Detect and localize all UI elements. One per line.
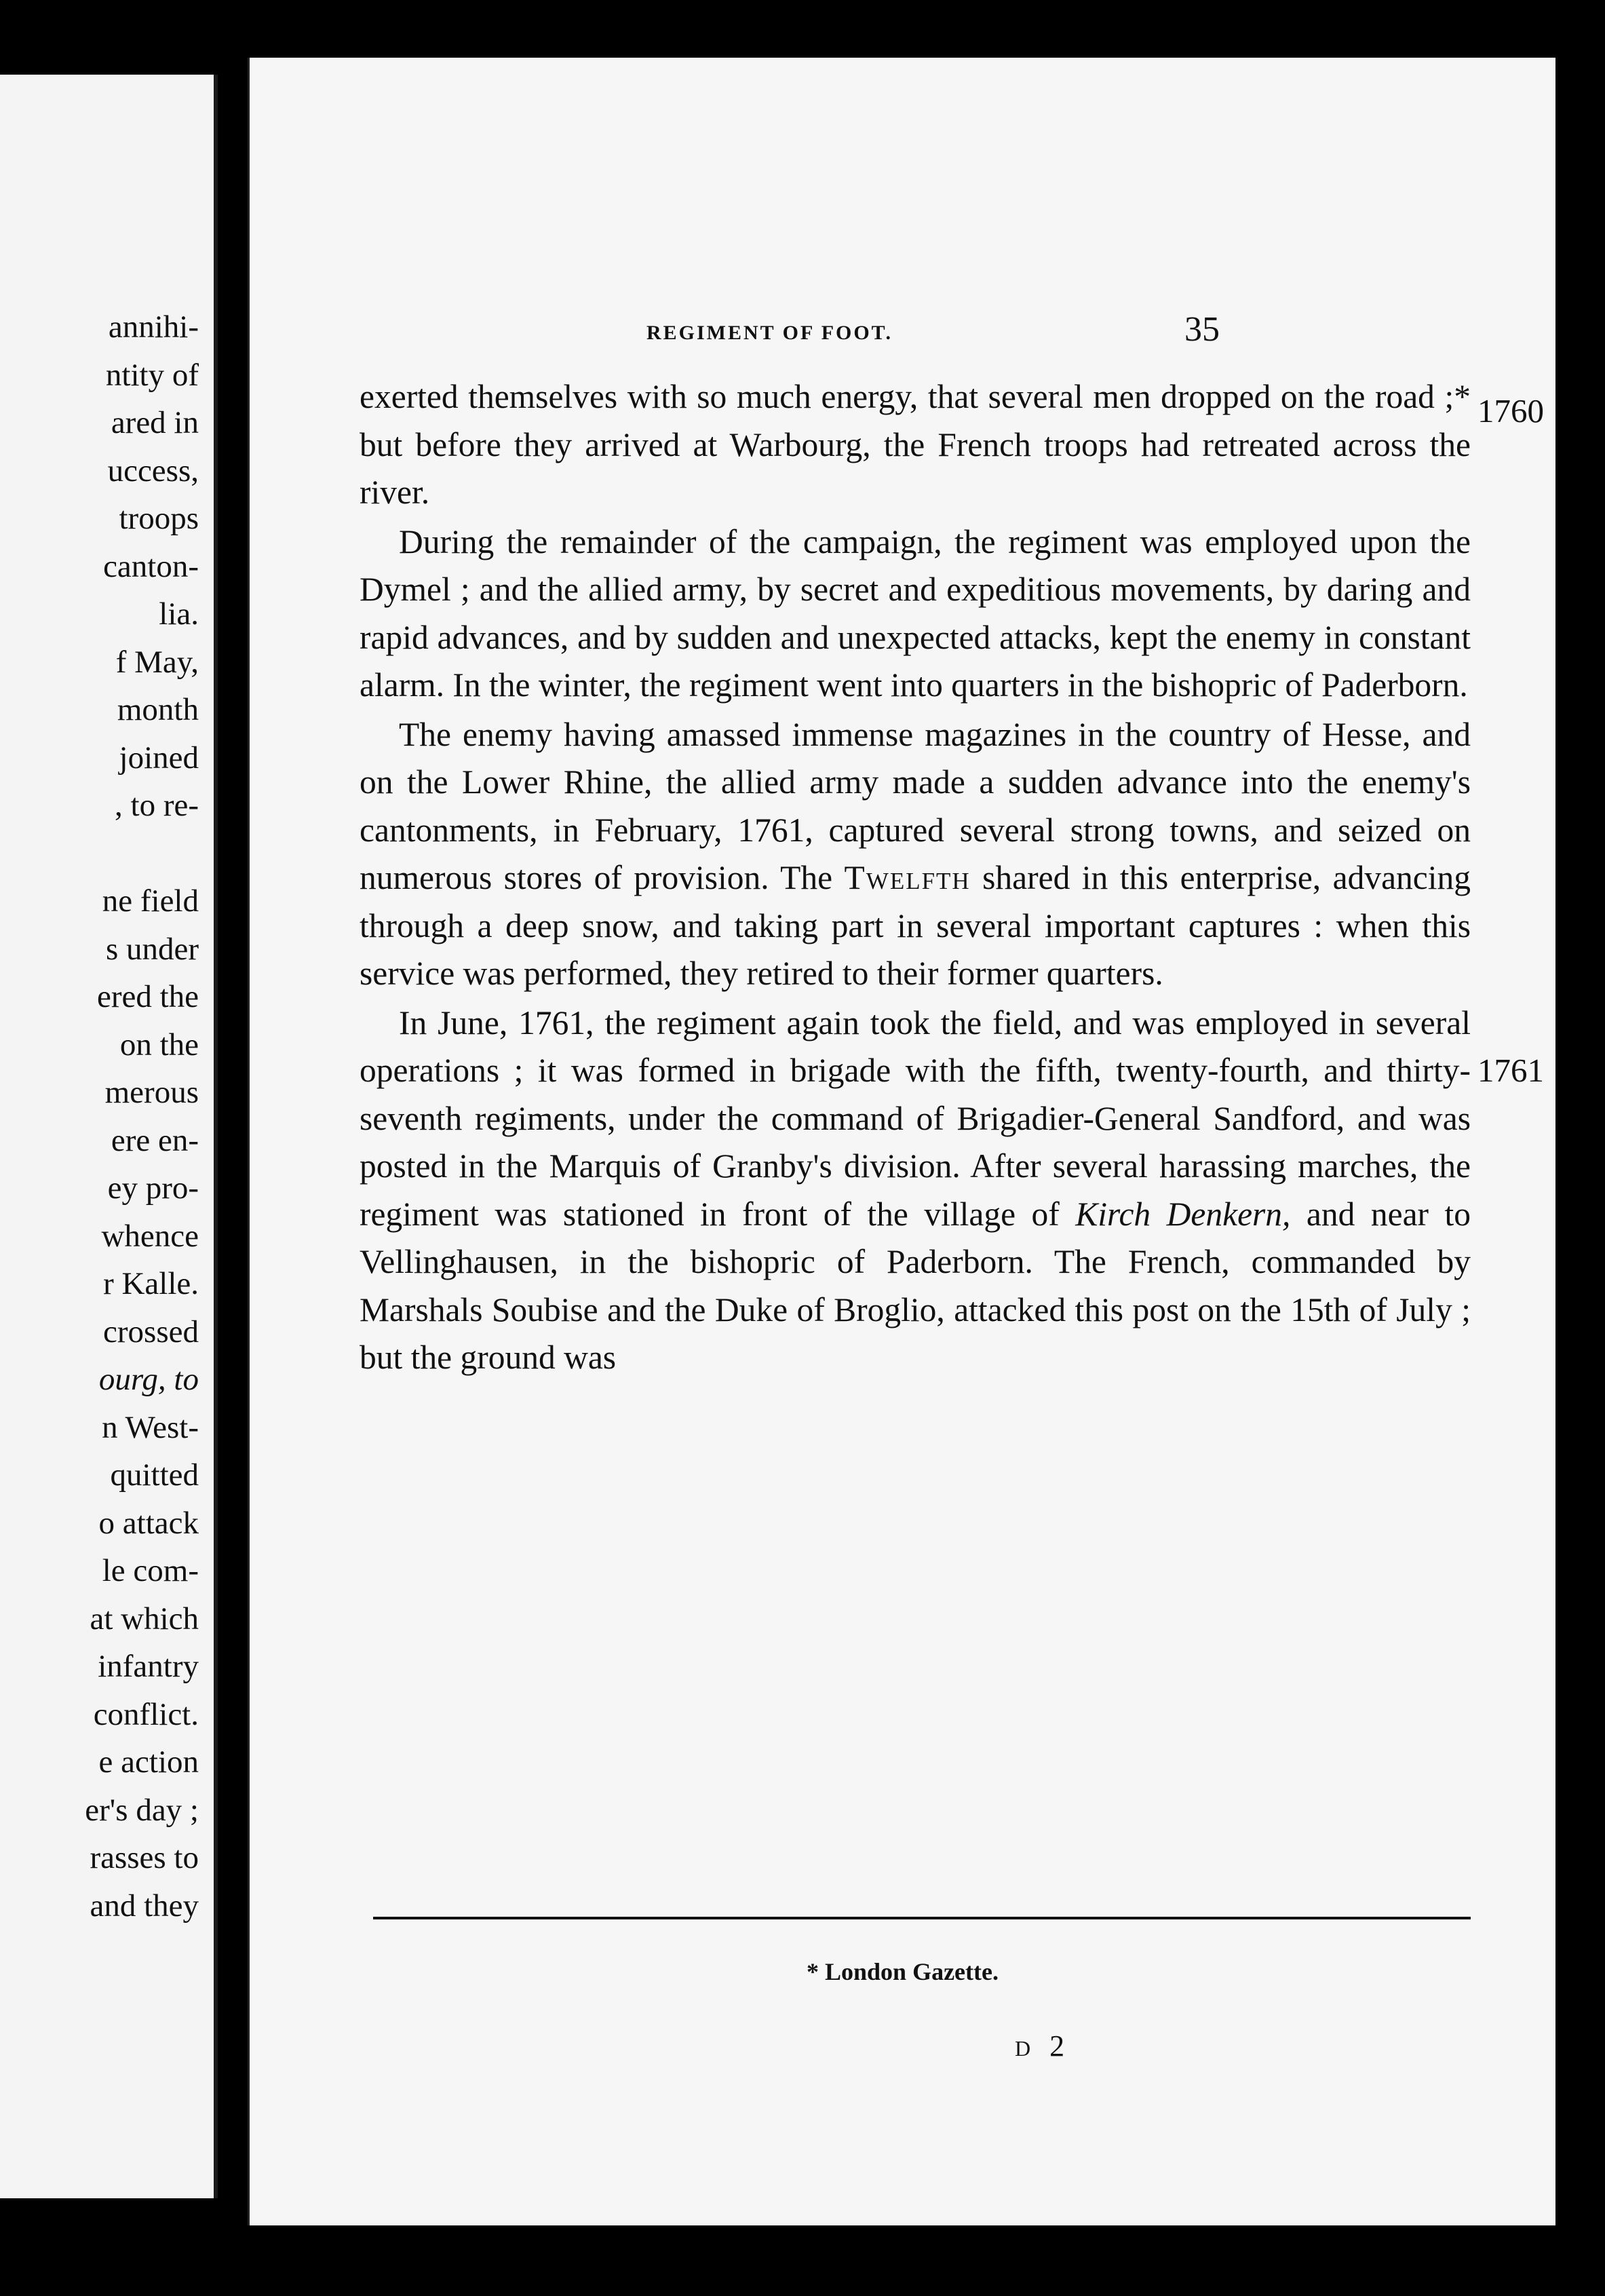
book-gutter bbox=[220, 0, 248, 2296]
facing-page-line: troops bbox=[119, 501, 199, 536]
margin-year-1760: 1760 bbox=[1477, 392, 1544, 429]
facing-page-line: merous bbox=[104, 1075, 199, 1110]
paragraph-3-text-a: The enemy having amassed immense magazines in the country of Hesse, and on the Lower Rhine, the allied army made a sudden advance into the enemy's cantonments, in February, 1761, captured several strong towns, and seized on numerous stores of provision. The bbox=[360, 715, 1471, 896]
paragraph-3-text-b: shared in this enterprise, advancing through a deep snow, and taking part in several important captures : when this service was performed, they retired to their former quarters. bbox=[360, 859, 1471, 992]
facing-page-line: rasses to bbox=[90, 1840, 199, 1875]
paragraph-1: exerted themselves with so much energy, that several men dropped on the road ;* but before they arrived at Warbourg, the French troops had retreated across the river. bbox=[360, 378, 1471, 511]
facing-page-line: , to re- bbox=[115, 788, 199, 823]
signature-letter: D bbox=[1015, 2036, 1032, 2061]
page-header bbox=[250, 310, 1555, 360]
facing-page-line: lia. bbox=[159, 596, 199, 632]
facing-page-line: ne field bbox=[102, 883, 199, 919]
facing-page-line: e action bbox=[98, 1744, 199, 1780]
facing-page-line: s under bbox=[105, 931, 199, 967]
facing-page-line: ere en- bbox=[111, 1122, 199, 1158]
facing-page-line: ourg, to bbox=[98, 1362, 199, 1397]
facing-page-line: month bbox=[117, 692, 199, 727]
facing-page-line: f May, bbox=[115, 644, 199, 680]
footnote-rule bbox=[373, 1917, 1471, 1919]
facing-page-line: ered the bbox=[96, 979, 199, 1014]
facing-page-line: o attack bbox=[98, 1505, 199, 1541]
paragraph-4 bbox=[360, 999, 1471, 1382]
facing-page-line: le com- bbox=[102, 1553, 199, 1588]
signature-mark bbox=[1015, 2029, 1064, 2063]
page-number: 35 bbox=[1184, 310, 1220, 349]
paragraph-2: During the remainder of the campaign, the regiment was employed upon the Dymel ; and the allied army, by secret and expeditious movements, by daring and rapid advances, and by sudden and unexpected attacks, kept the enemy in constant alarm. In the winter, the regiment went into quarters in the bishopric of Paderborn. bbox=[360, 522, 1471, 704]
signature-number: 2 bbox=[1049, 2029, 1065, 2063]
facing-page-line: canton- bbox=[103, 548, 199, 584]
paragraph-4-text-b: and near to Vellinghausen, in the bishopric of Paderborn. The French, commanded by Marshals Soubise and the Duke of Broglio, attacked this post on the 15th of July ; but the ground was bbox=[360, 1195, 1471, 1376]
facing-page-line: crossed bbox=[103, 1314, 199, 1350]
paragraph-3 bbox=[360, 711, 1471, 998]
facing-page-line: annihi- bbox=[108, 309, 199, 345]
facing-page-line: conflict. bbox=[93, 1696, 199, 1732]
place-name: Kirch Denkern, bbox=[1075, 1195, 1291, 1233]
facing-page-line: and they bbox=[90, 1888, 199, 1924]
facing-page-fragment bbox=[0, 75, 218, 2198]
facing-page-line: infantry bbox=[98, 1649, 199, 1684]
facing-page-line: uccess, bbox=[107, 453, 199, 489]
body-text bbox=[360, 373, 1471, 1383]
facing-page-line: r Kalle. bbox=[103, 1266, 199, 1301]
facing-page-line: ntity of bbox=[105, 357, 199, 393]
book-page bbox=[248, 58, 1555, 2225]
facing-page-line: on the bbox=[119, 1027, 199, 1063]
facing-page-line: whence bbox=[101, 1218, 199, 1254]
running-title: REGIMENT OF FOOT. bbox=[646, 322, 893, 344]
facing-page-line: quitted bbox=[110, 1457, 199, 1493]
footnote: * London Gazette. bbox=[807, 1958, 999, 1985]
regiment-name: Twelfth bbox=[844, 859, 971, 896]
facing-page-line: ared in bbox=[111, 405, 199, 440]
paragraph-4-text-a: In June, 1761, the regiment again took the field, and was employed in several operations ; it was formed in brigade with the fifth, twenty-fourth, and thirty-seventh regiments, under the command of Brigadier-General Sandford, and was posted in the Marquis of Granby's division. After several harassing marches, the regiment was stationed in front of the village of bbox=[360, 1003, 1471, 1233]
facing-page-line: n West- bbox=[102, 1409, 199, 1445]
margin-year-1761: 1761 bbox=[1477, 1052, 1544, 1089]
facing-page-line: joined bbox=[119, 740, 199, 776]
facing-page-line: at which bbox=[90, 1601, 199, 1637]
facing-page-line: er's day ; bbox=[85, 1792, 199, 1828]
facing-page-line: ey pro- bbox=[107, 1170, 199, 1206]
